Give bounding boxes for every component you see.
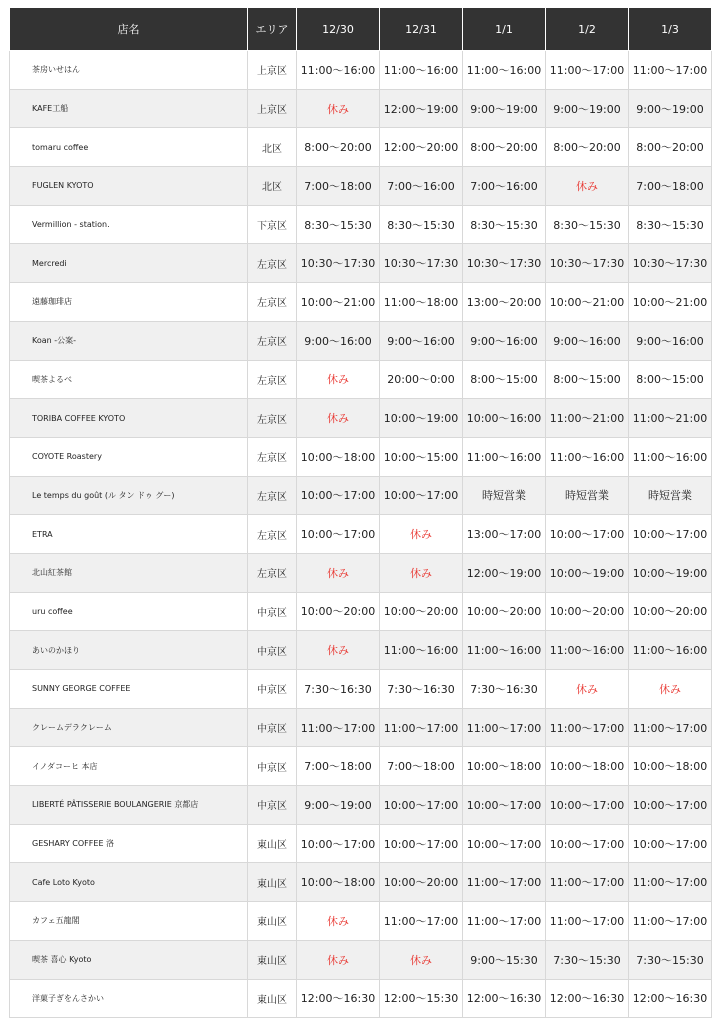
shop-name-cell: Cafe Loto Kyoto [10,863,248,902]
hours-cell: 11:00〜18:00 [380,283,463,322]
table-body [10,51,712,1018]
hours-cell: 10:00〜21:00 [546,283,629,322]
header-date-0101: 1/1 [463,8,546,51]
hours-cell: 7:30〜16:30 [463,670,546,709]
hours-cell: 10:00〜17:00 [463,824,546,863]
hours-cell: 12:00〜20:00 [380,128,463,167]
table-row [10,205,712,244]
table-row [10,437,712,476]
area-cell: 中京区 [248,786,297,825]
hours-cell: 休み [380,515,463,554]
hours-cell: 休み [297,631,380,670]
hours-cell: 10:00〜18:00 [629,747,712,786]
area-cell: 中京区 [248,631,297,670]
hours-cell: 10:30〜17:30 [380,244,463,283]
shop-name-cell: 洋菓子ぎをんさかい [10,979,248,1018]
hours-cell: 7:00〜18:00 [629,167,712,206]
shop-name-cell: COYOTE Roastery [10,437,248,476]
hours-cell: 11:00〜16:00 [629,437,712,476]
header-date-1230: 12/30 [297,8,380,51]
area-cell: 左京区 [248,321,297,360]
area-cell: 北区 [248,167,297,206]
hours-cell: 10:00〜17:00 [629,824,712,863]
area-cell: 左京区 [248,360,297,399]
hours-cell: 7:30〜16:30 [380,670,463,709]
table-row [10,786,712,825]
hours-cell: 10:00〜18:00 [297,863,380,902]
hours-cell: 12:00〜15:30 [380,979,463,1018]
shop-name-cell: TORIBA COFFEE KYOTO [10,399,248,438]
area-cell: 東山区 [248,940,297,979]
hours-cell: 10:00〜17:00 [463,786,546,825]
table-row [10,89,712,128]
table-row [10,128,712,167]
header-date-0103: 1/3 [629,8,712,51]
hours-cell: 12:00〜16:30 [629,979,712,1018]
shop-name-cell: SUNNY GEORGE COFFEE [10,670,248,709]
hours-cell: 10:00〜20:00 [380,592,463,631]
shop-name-cell: uru coffee [10,592,248,631]
shop-name-cell: Koan -公案- [10,321,248,360]
hours-cell: 8:00〜20:00 [297,128,380,167]
hours-cell: 休み [297,399,380,438]
table-header-row [10,8,712,51]
shop-name-cell: あいのかほり [10,631,248,670]
hours-cell: 11:00〜16:00 [297,51,380,90]
hours-cell: 11:00〜16:00 [463,437,546,476]
hours-cell: 10:00〜17:00 [629,786,712,825]
hours-cell: 12:00〜16:30 [297,979,380,1018]
hours-cell: 11:00〜17:00 [546,863,629,902]
shop-name-cell: 北山紅茶館 [10,553,248,592]
hours-cell: 11:00〜16:00 [546,631,629,670]
area-cell: 東山区 [248,902,297,941]
hours-cell: 10:00〜20:00 [629,592,712,631]
hours-cell: 休み [297,553,380,592]
hours-cell: 7:30〜16:30 [297,670,380,709]
area-cell: 下京区 [248,205,297,244]
hours-cell: 13:00〜17:00 [463,515,546,554]
table-row [10,747,712,786]
hours-cell: 9:00〜16:00 [463,321,546,360]
hours-cell: 休み [297,360,380,399]
area-cell: 左京区 [248,515,297,554]
area-cell: 左京区 [248,244,297,283]
hours-cell: 7:30〜15:30 [629,940,712,979]
hours-cell: 7:00〜18:00 [297,167,380,206]
area-cell: 東山区 [248,979,297,1018]
hours-cell: 8:30〜15:30 [546,205,629,244]
hours-cell: 8:00〜15:00 [546,360,629,399]
hours-cell: 10:00〜17:00 [297,476,380,515]
hours-cell: 8:00〜15:00 [463,360,546,399]
hours-cell: 10:00〜17:00 [629,515,712,554]
hours-cell: 11:00〜16:00 [380,51,463,90]
shop-name-cell: ETRA [10,515,248,554]
area-cell: 北区 [248,128,297,167]
hours-cell: 10:00〜18:00 [463,747,546,786]
table-row [10,167,712,206]
header-area: エリア [248,8,297,51]
shop-name-cell: GESHARY COFFEE 洛 [10,824,248,863]
area-cell: 中京区 [248,747,297,786]
hours-cell: 10:30〜17:30 [463,244,546,283]
hours-cell: 8:30〜15:30 [463,205,546,244]
hours-cell: 11:00〜21:00 [546,399,629,438]
hours-cell: 10:00〜20:00 [380,863,463,902]
hours-cell: 11:00〜17:00 [380,708,463,747]
hours-cell: 10:30〜17:30 [629,244,712,283]
table-row [10,553,712,592]
header-date-0102: 1/2 [546,8,629,51]
hours-cell: 11:00〜17:00 [463,902,546,941]
hours-cell: 11:00〜17:00 [297,708,380,747]
area-cell: 上京区 [248,89,297,128]
hours-cell: 休み [546,670,629,709]
hours-cell: 10:00〜18:00 [297,437,380,476]
hours-cell: 11:00〜16:00 [546,437,629,476]
area-cell: 左京区 [248,399,297,438]
hours-cell: 11:00〜17:00 [629,51,712,90]
hours-cell: 12:00〜19:00 [380,89,463,128]
table-row [10,515,712,554]
hours-cell: 11:00〜16:00 [629,631,712,670]
hours-cell: 13:00〜20:00 [463,283,546,322]
area-cell: 左京区 [248,437,297,476]
hours-cell: 10:00〜19:00 [629,553,712,592]
shop-name-cell: 遠藤珈琲店 [10,283,248,322]
hours-cell: 11:00〜16:00 [463,51,546,90]
hours-cell: 11:00〜17:00 [629,708,712,747]
hours-cell: 10:30〜17:30 [297,244,380,283]
table-row [10,824,712,863]
table-row [10,51,712,90]
hours-cell: 時短営業 [629,476,712,515]
area-cell: 中京区 [248,670,297,709]
hours-cell: 10:00〜18:00 [546,747,629,786]
hours-cell: 10:00〜17:00 [297,515,380,554]
hours-cell: 12:00〜19:00 [463,553,546,592]
hours-cell: 10:00〜17:00 [297,824,380,863]
hours-cell: 10:00〜20:00 [297,592,380,631]
hours-cell: 休み [546,167,629,206]
hours-cell: 9:00〜16:00 [380,321,463,360]
hours-cell: 8:30〜15:30 [380,205,463,244]
hours-cell: 8:30〜15:30 [297,205,380,244]
shop-name-cell: Le temps du goût (ル タン ドゥ グー) [10,476,248,515]
hours-cell: 10:00〜17:00 [546,515,629,554]
header-date-1231: 12/31 [380,8,463,51]
hours-cell: 8:00〜20:00 [463,128,546,167]
table-row [10,592,712,631]
hours-cell: 11:00〜17:00 [380,902,463,941]
holiday-hours-table [9,8,712,1018]
shop-name-cell: 茶房いせはん [10,51,248,90]
hours-cell: 休み [297,89,380,128]
hours-cell: 休み [297,940,380,979]
table-row [10,863,712,902]
hours-cell: 9:00〜19:00 [297,786,380,825]
hours-cell: 9:00〜16:00 [546,321,629,360]
hours-cell: 10:00〜17:00 [546,786,629,825]
table-row [10,902,712,941]
hours-cell: 10:00〜20:00 [463,592,546,631]
hours-cell: 休み [380,940,463,979]
hours-cell: 7:00〜18:00 [380,747,463,786]
hours-cell: 9:00〜19:00 [546,89,629,128]
hours-cell: 休み [297,902,380,941]
shop-name-cell: KAFE工船 [10,89,248,128]
area-cell: 中京区 [248,592,297,631]
shop-name-cell: Vermillion - station. [10,205,248,244]
hours-cell: 20:00〜0:00 [380,360,463,399]
hours-cell: 11:00〜17:00 [546,51,629,90]
hours-cell: 11:00〜17:00 [463,863,546,902]
hours-cell: 9:00〜16:00 [297,321,380,360]
area-cell: 上京区 [248,51,297,90]
hours-cell: 10:00〜20:00 [546,592,629,631]
area-cell: 東山区 [248,824,297,863]
hours-cell: 11:00〜17:00 [546,902,629,941]
table-row [10,476,712,515]
area-cell: 中京区 [248,708,297,747]
hours-cell: 休み [380,553,463,592]
hours-cell: 11:00〜16:00 [463,631,546,670]
table-row [10,283,712,322]
table-row [10,708,712,747]
hours-cell: 11:00〜17:00 [463,708,546,747]
hours-cell: 12:00〜16:30 [546,979,629,1018]
area-cell: 左京区 [248,476,297,515]
shop-name-cell: イノダコーヒ 本店 [10,747,248,786]
shop-name-cell: tomaru coffee [10,128,248,167]
table-row [10,244,712,283]
hours-cell: 10:00〜17:00 [380,786,463,825]
hours-cell: 8:30〜15:30 [629,205,712,244]
hours-cell: 11:00〜17:00 [629,863,712,902]
hours-cell: 7:00〜16:00 [380,167,463,206]
hours-cell: 11:00〜21:00 [629,399,712,438]
area-cell: 東山区 [248,863,297,902]
shop-name-cell: カフェ五龍閣 [10,902,248,941]
hours-cell: 12:00〜16:30 [463,979,546,1018]
table-row [10,399,712,438]
table-row [10,631,712,670]
hours-cell: 8:00〜15:00 [629,360,712,399]
hours-cell: 10:00〜15:00 [380,437,463,476]
hours-cell: 10:00〜17:00 [380,824,463,863]
hours-cell: 8:00〜20:00 [629,128,712,167]
hours-cell: 9:00〜19:00 [629,89,712,128]
hours-cell: 10:00〜21:00 [629,283,712,322]
table-row [10,979,712,1018]
shop-name-cell: LIBERTÉ PÂTISSERIE BOULANGERIE 京都店 [10,786,248,825]
hours-cell: 11:00〜17:00 [629,902,712,941]
hours-cell: 9:00〜19:00 [463,89,546,128]
hours-cell: 7:30〜15:30 [546,940,629,979]
hours-cell: 7:00〜18:00 [297,747,380,786]
table-row [10,670,712,709]
hours-cell: 休み [629,670,712,709]
hours-cell: 9:00〜16:00 [629,321,712,360]
hours-cell: 11:00〜16:00 [380,631,463,670]
hours-cell: 時短営業 [546,476,629,515]
header-shop-name: 店名 [10,8,248,51]
hours-cell: 10:00〜19:00 [546,553,629,592]
shop-name-cell: FUGLEN KYOTO [10,167,248,206]
area-cell: 左京区 [248,283,297,322]
hours-cell: 7:00〜16:00 [463,167,546,206]
hours-cell: 時短営業 [463,476,546,515]
table-row [10,940,712,979]
table-row [10,321,712,360]
hours-cell: 10:00〜19:00 [380,399,463,438]
schedule-table-container [9,8,711,1018]
shop-name-cell: クレームデラクレーム [10,708,248,747]
table-row [10,360,712,399]
hours-cell: 9:00〜15:30 [463,940,546,979]
shop-name-cell: Mercredi [10,244,248,283]
area-cell: 左京区 [248,553,297,592]
hours-cell: 10:00〜17:00 [546,824,629,863]
hours-cell: 10:00〜21:00 [297,283,380,322]
hours-cell: 8:00〜20:00 [546,128,629,167]
hours-cell: 10:00〜16:00 [463,399,546,438]
hours-cell: 11:00〜17:00 [546,708,629,747]
hours-cell: 10:30〜17:30 [546,244,629,283]
shop-name-cell: 喫茶 喜心 Kyoto [10,940,248,979]
hours-cell: 10:00〜17:00 [380,476,463,515]
shop-name-cell: 喫茶よるべ [10,360,248,399]
